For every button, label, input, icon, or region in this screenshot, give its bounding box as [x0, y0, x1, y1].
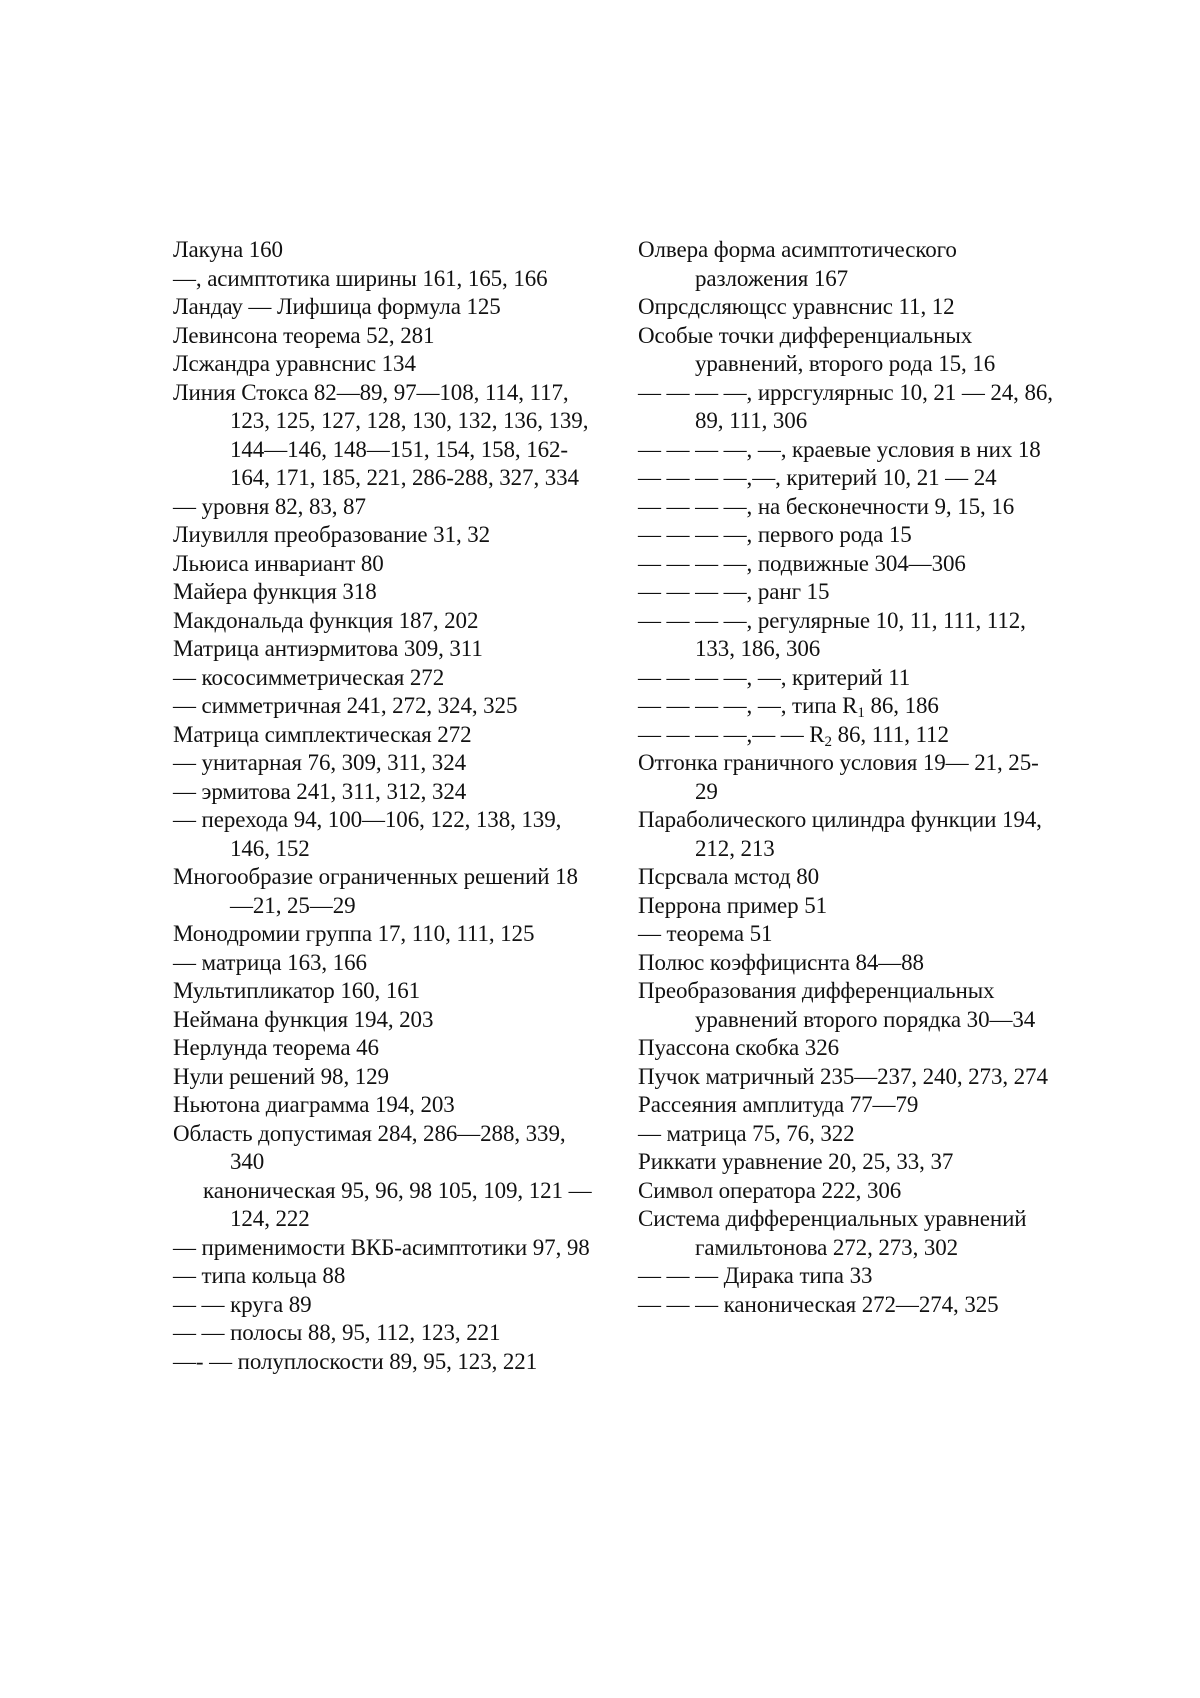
- index-entry: [638, 493, 1058, 522]
- index-entry: [173, 293, 593, 322]
- index-entry-text: —, асимптотика ширины 161, 165, 166: [173, 265, 548, 291]
- index-entry-text: Матрица симплектическая 272: [173, 721, 472, 747]
- index-entry-text: Отгонка граничного условия 19— 21, 25-29: [638, 750, 1039, 804]
- index-entry-text: каноническая 95, 96, 98 105, 109, 121 — 124, 222: [203, 1177, 592, 1231]
- index-entry-text: Лакуна 160: [173, 237, 283, 262]
- index-entry-text: Олвера форма асимптотического разложения 167: [638, 237, 957, 291]
- index-entry-text: — матрица 163, 166: [173, 949, 367, 975]
- index-entry-text: — — полосы 88, 95, 112, 123, 221: [173, 1320, 501, 1345]
- index-entry-text: Лиувилля преобразование 31, 32: [173, 522, 491, 547]
- index-entry: [638, 1034, 1058, 1063]
- index-entry: [173, 721, 593, 750]
- index-entry-text: Нули решений 98, 129: [173, 1063, 389, 1089]
- index-entry-subscript: 2: [824, 733, 832, 750]
- index-entry: [638, 920, 1058, 949]
- index-entry: [638, 1148, 1058, 1177]
- index-entry: [173, 664, 593, 693]
- index-entry-subscript: 1: [857, 705, 865, 721]
- index-entry-text: — — — —, регулярные 10, 11, 111, 112, 133, 186, 306: [638, 607, 1026, 661]
- index-entry: [173, 350, 593, 379]
- index-entry-text: Пучок матричный 235—237, 240, 273, 274: [638, 1063, 1048, 1089]
- index-entry: [173, 1063, 593, 1092]
- index-entry: [638, 1262, 1058, 1291]
- index-entry-text: — — — —, —, краевые условия в них 18: [638, 436, 1041, 462]
- index-entry-text: — — — —, —, типа R: [638, 693, 858, 718]
- index-entry: [173, 379, 593, 493]
- index-entry-text: Линия Стокса 82—89, 97—108, 114, 117, 123, 125, 127, 128, 130, 132, 136, 139, 144—146, 148—151, 154, 158, 162-164, 171, 185, 221, 286-288, 327, 334: [173, 379, 589, 490]
- index-entry: [173, 1234, 593, 1263]
- index-entry: [638, 322, 1058, 379]
- index-entry: [173, 749, 593, 778]
- index-entry: [638, 236, 1058, 293]
- index-entry: [638, 436, 1058, 465]
- index-entry: [173, 778, 593, 807]
- index-entry: [638, 1291, 1058, 1320]
- index-entry: [173, 1034, 593, 1063]
- index-entry: [638, 892, 1058, 921]
- index-entry-text: — типа кольца 88: [173, 1263, 346, 1288]
- index-entry: [638, 379, 1058, 436]
- index-entry: [173, 236, 593, 265]
- index-entry-text: Неймана функция 194, 203: [173, 1006, 434, 1032]
- index-entry-text: Параболического цилиндра функции 194, 212, 213: [638, 807, 1042, 861]
- index-entry-text: Мультипликатор 160, 161: [173, 978, 421, 1003]
- index-entry-text: — — — Дирака типа 33: [638, 1263, 873, 1288]
- index-entry-text: Псрсвала мстод 80: [638, 864, 820, 889]
- index-entry: [173, 692, 593, 721]
- index-entry: [638, 664, 1058, 693]
- index-entry-text: Риккати уравнение 20, 25, 33, 37: [638, 1149, 954, 1174]
- index-entry-text: — — — —,—, критерий 10, 21 — 24: [638, 465, 997, 490]
- index-entry: [173, 977, 593, 1006]
- index-entry-text: Монодромии группа 17, 110, 111, 125: [173, 921, 535, 946]
- index-entry: [173, 1262, 593, 1291]
- index-entry: [173, 863, 593, 920]
- index-entry: [638, 578, 1058, 607]
- index-entry-pages: 86, 111, 112: [831, 721, 949, 747]
- index-entry: [173, 1006, 593, 1035]
- index-entry: [173, 265, 593, 294]
- index-entry: [173, 1319, 593, 1348]
- index-entry-text: — матрица 75, 76, 322: [638, 1120, 855, 1146]
- index-entry: [638, 1205, 1058, 1262]
- index-entry-text: Рассеяния амплитуда 77—79: [638, 1092, 919, 1117]
- index-entry-text: — — — —, —, критерий 11: [638, 664, 911, 690]
- index-entry-text: — уровня 82, 83, 87: [173, 493, 366, 519]
- index-entry: [173, 550, 593, 579]
- index-entry: [638, 521, 1058, 550]
- index-entry-text: Особые точки дифференциальных уравнений, второго рода 15, 16: [638, 322, 996, 376]
- index-entry-pages: 86, 186: [864, 693, 939, 718]
- index-entry-text: — — — —, ранг 15: [638, 579, 830, 604]
- index-entry: [173, 1120, 593, 1177]
- index-entry-text: Преобразования дифференциальных уравнений второго порядка 30—34: [638, 978, 1036, 1032]
- index-entry-text: Перрона пример 51: [638, 892, 828, 918]
- index-entry: [173, 521, 593, 550]
- index-entry: [173, 1291, 593, 1320]
- index-entry: [638, 607, 1058, 664]
- index-entry: [638, 1177, 1058, 1206]
- index-entry-text: — — — —, на бесконечности 9, 15, 16: [638, 493, 1015, 519]
- index-entry-text: Лсжандра уравнснис 134: [173, 351, 416, 376]
- index-entry-text: — — — —,— — R: [638, 721, 825, 747]
- index-entry: [173, 1348, 593, 1377]
- index-entry-text: Льюиса инвариант 80: [173, 550, 384, 576]
- index-entry-text: Матрица антиэрмитова 309, 311: [173, 636, 483, 661]
- index-entry-text: Символ оператора 222, 306: [638, 1177, 902, 1203]
- index-column-right: [638, 236, 1058, 1319]
- index-entry-text: Ньютона диаграмма 194, 203: [173, 1092, 455, 1117]
- index-entry: [173, 578, 593, 607]
- index-entry-text: Опрсдсляющсс уравнснис 11, 12: [638, 294, 955, 319]
- index-entry-text: Пуассона скобка 326: [638, 1035, 840, 1060]
- index-entry: [638, 293, 1058, 322]
- index-entry: [638, 1091, 1058, 1120]
- index-entry: [638, 949, 1058, 978]
- index-entry-text: Макдональда функция 187, 202: [173, 607, 479, 633]
- index-column-left: [173, 236, 593, 1376]
- index-entry: [638, 550, 1058, 579]
- index-entry-text: — — круга 89: [173, 1291, 312, 1317]
- index-entry-text: Левинсона теорема 52, 281: [173, 322, 435, 348]
- index-entry: [173, 920, 593, 949]
- index-entry: [638, 977, 1058, 1034]
- index-entry-text: — эрмитова 241, 311, 312, 324: [173, 778, 467, 804]
- index-entry-text: — — — —, первого рода 15: [638, 522, 912, 547]
- index-entry-text: — перехода 94, 100—106, 122, 138, 139, 146, 152: [173, 807, 562, 861]
- index-entry-text: Система дифференциальных уравнений гамильтонова 272, 273, 302: [638, 1206, 1027, 1260]
- index-entry: [173, 607, 593, 636]
- index-entry: [638, 1120, 1058, 1149]
- index-entry-text: — — — каноническая 272—274, 325: [638, 1291, 999, 1317]
- index-entry: [173, 1091, 593, 1120]
- index-entry-text: Нерлунда теорема 46: [173, 1035, 379, 1060]
- index-entry-text: — — — —, подвижные 304—306: [638, 550, 966, 576]
- index-entry: [638, 806, 1058, 863]
- index-entry-text: Многообразие ограниченных решений 18—21, 25—29: [173, 864, 578, 918]
- index-entry: [173, 635, 593, 664]
- index-entry-text: — применимости ВКБ-асимптотики 97, 98: [173, 1234, 590, 1260]
- index-entry-text: — кососимметрическая 272: [173, 664, 445, 690]
- index-entry: [173, 493, 593, 522]
- index-entry-text: — унитарная 76, 309, 311, 324: [173, 750, 467, 775]
- index-entry: [173, 322, 593, 351]
- index-entry-text: — теорема 51: [638, 921, 773, 946]
- index-entry-text: —- — полуплоскости 89, 95, 123, 221: [173, 1348, 538, 1374]
- index-entry: [638, 749, 1058, 806]
- index-entry-text: Полюс коэффициснта 84—88: [638, 949, 924, 975]
- index-entry-text: — симметричная 241, 272, 324, 325: [173, 693, 518, 718]
- index-entry: [173, 806, 593, 863]
- index-entry: [638, 721, 1058, 750]
- index-entry-text: — — — —, иррсгулярныс 10, 21 — 24, 86, 89, 111, 306: [638, 379, 1053, 433]
- index-entry-text: Майера функция 318: [173, 579, 377, 604]
- index-entry-text: Область допустимая 284, 286—288, 339, 340: [173, 1120, 566, 1174]
- index-entry: [638, 692, 1058, 721]
- index-entry: [173, 1177, 593, 1234]
- index-entry: [638, 863, 1058, 892]
- index-entry-text: Ландау — Лифшица формула 125: [173, 294, 501, 319]
- index-entry: [638, 464, 1058, 493]
- index-entry: [173, 949, 593, 978]
- index-entry: [638, 1063, 1058, 1092]
